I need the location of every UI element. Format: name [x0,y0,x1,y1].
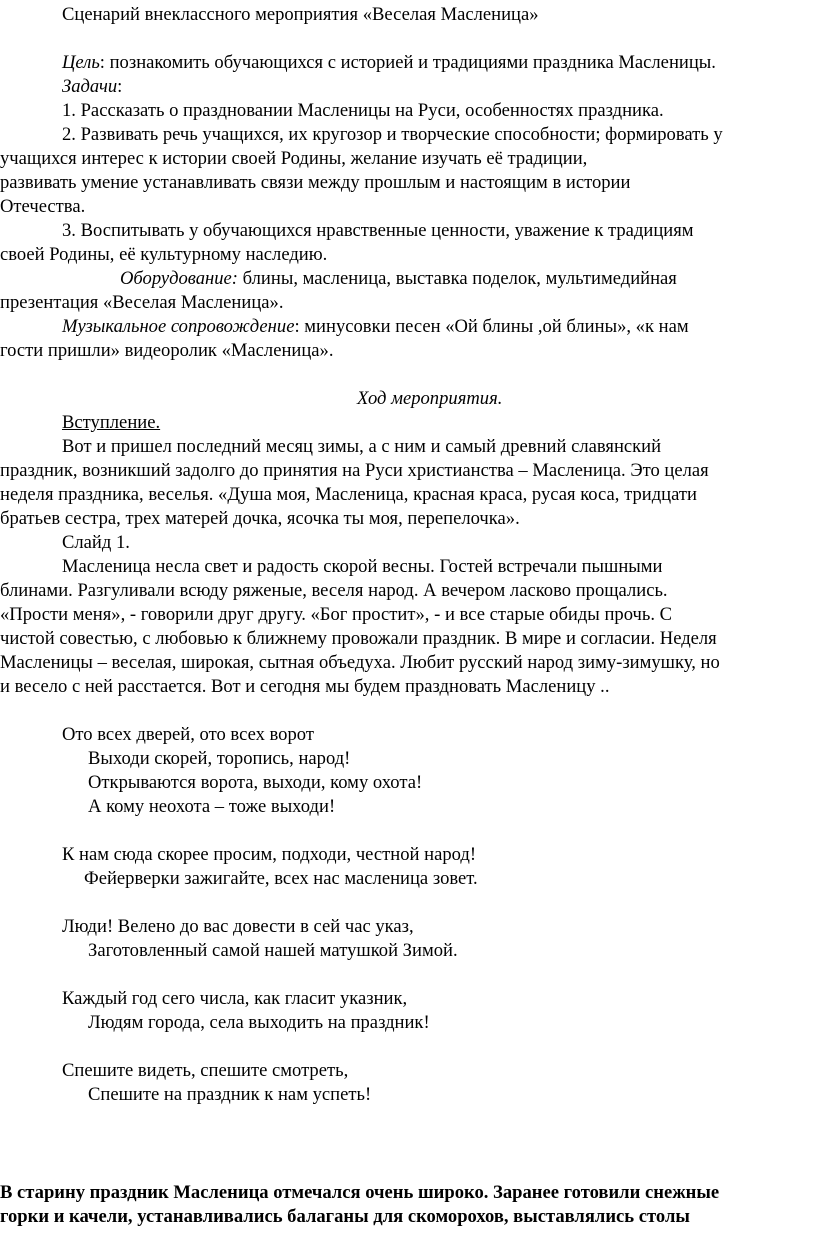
slide-line: чистой совестью, с любовью к ближнему провожали праздник. В мире и согласии. Неделя [0,628,717,649]
document-title: Сценарий внеклассного мероприятия «Веселая Масленица» [62,4,539,25]
tasks-heading [0,75,816,99]
task-line: развивать умение устанавливать связи между прошлым и настоящим в истории [0,172,631,193]
closing-line: горки и качели, устанавливались балаганы для скоморохов, выставлялись столы [0,1206,690,1227]
equipment-label: Оборудование: [120,268,238,289]
poem-line: Открываются ворота, выходи, кому охота! [88,772,423,793]
intro-line: неделя праздника, веселья. «Душа моя, Масленица, красная краса, русая коса, тридцати [0,484,697,505]
poem-line: К нам сюда скорее просим, подходи, честной народ! [62,844,477,865]
poem-line: А кому неохота – тоже выходи! [88,796,336,817]
task-line: учащихся интерес к истории своей Родины, желание изучать её традиции, [0,148,588,169]
closing-line: В старину праздник Масленица отмечался очень широко. Заранее готовили снежные [0,1182,720,1203]
slide-line: «Прости меня», - говорили друг другу. «Бог простит», - и все старые обиды прочь. С [0,604,673,625]
equipment-line-2: презентация «Веселая Масленица». [0,292,284,313]
slide-line: блинами. Разгуливали всюду ряженые, веселя народ. А вечером ласково прощались. [0,580,668,601]
event-heading: Ход мероприятия. [357,388,503,409]
tasks-colon: : [117,76,123,97]
goal-label: Цель [62,52,100,73]
task-line: 3. Воспитывать у обучающихся нравственные ценности, уважение к традициям [62,220,694,241]
task-line: Отечества. [0,196,86,217]
music-line-2: гости пришли» видеоролик «Масленица». [0,340,334,361]
poem-line: Люди! Велено до вас довести в сей час указ, [62,916,414,937]
poem-line: Выходи скорей, торопись, народ! [88,748,351,769]
poem-line: Заготовленный самой нашей матушкой Зимой. [88,940,458,961]
poem-line: Ото всех дверей, ото всех ворот [62,724,314,745]
intro-line: Вот и пришел последний месяц зимы, а с ним и самый древний славянский [62,436,662,457]
slide-label: Слайд 1. [62,532,130,553]
poem-line: Спешите видеть, спешите смотреть, [62,1060,349,1081]
goal-text: : познакомить обучающихся с историей и традициями праздника Масленицы. [99,52,716,73]
task-line: своей Родины, её культурному наследию. [0,244,328,265]
task-line: 1. Рассказать о праздновании Масленицы на Руси, особенностях праздника. [62,100,664,121]
intro-heading-row [0,411,816,435]
poem-line: Каждый год сего числа, как гласит указник, [62,988,408,1009]
music-label: Музыкальное сопровождение [62,316,295,337]
poem-line: Людям города, села выходить на праздник! [88,1012,430,1033]
slide-line: Масленица несла свет и радость скорой весны. Гостей встречали пышными [62,556,663,577]
equipment-text: блины, масленица, выставка поделок, мультимедийная [238,268,677,289]
intro-heading: Вступление. [62,412,161,433]
equipment-line [0,267,816,291]
intro-line: братьев сестра, трех матерей дочка, ясочка ты моя, перепелочка». [0,508,520,529]
poem-line: Фейерверки зажигайте, всех нас масленица зовет. [84,868,478,889]
poem-line: Спешите на праздник к нам успеть! [88,1084,372,1105]
music-text: : минусовки песен «Ой блины ,ой блины», «к нам [294,316,689,337]
tasks-label: Задачи [62,76,118,97]
music-line [0,315,816,339]
goal-line [0,51,816,75]
intro-line: праздник, возникший задолго до принятия на Руси христианства – Масленица. Это целая [0,460,709,481]
task-line: 2. Развивать речь учащихся, их кругозор и творческие способности; формировать у [62,124,723,145]
slide-line: и весело с ней расстается. Вот и сегодня мы будем праздновать Масленицу .. [0,676,610,697]
slide-line: Масленицы – веселая, широкая, сытная объедуха. Любит русский народ зиму-зимушку, но [0,652,720,673]
